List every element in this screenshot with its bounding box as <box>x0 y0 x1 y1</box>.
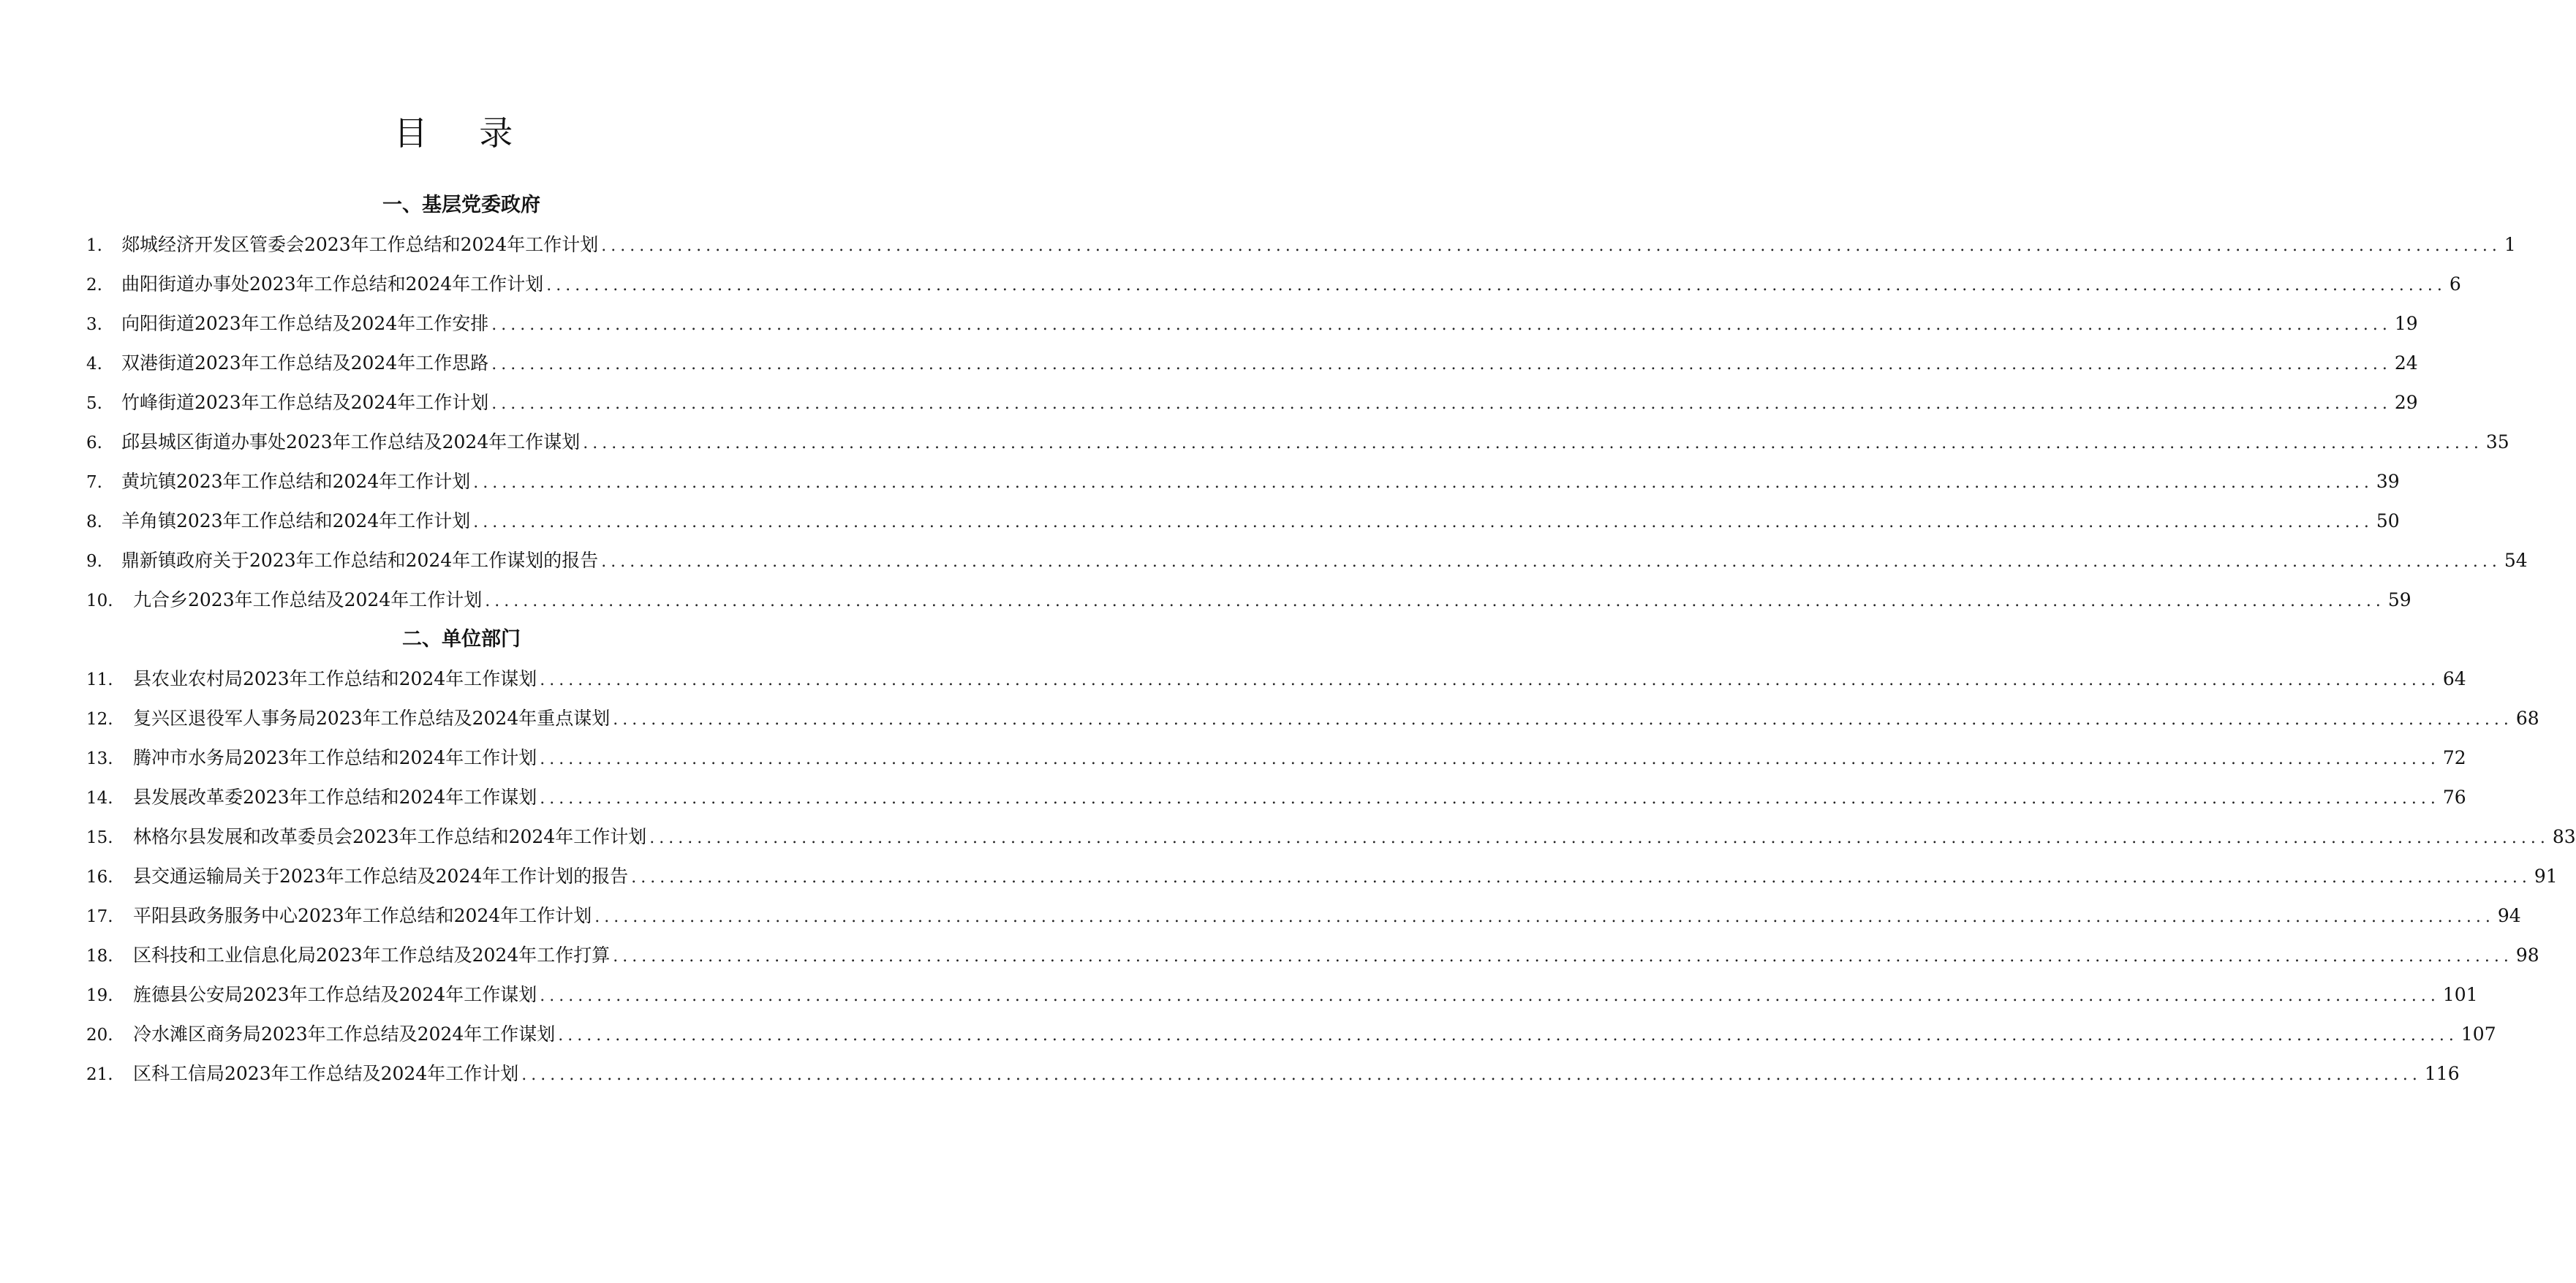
entry-number: 5. <box>86 394 102 413</box>
toc-entry[interactable] <box>86 896 2521 936</box>
entry-title: 向阳街道2023年工作总结及2024年工作安排 <box>121 313 489 334</box>
entry-page-number: 54 <box>2504 550 2528 571</box>
entry-page-number: 50 <box>2376 510 2400 531</box>
entry-number: 6. <box>86 434 102 453</box>
entry-page-number: 6 <box>2449 273 2461 295</box>
entry-number: 11. <box>86 670 113 689</box>
entry-number: 12. <box>86 710 113 729</box>
toc-entry[interactable] <box>86 857 2558 896</box>
toc-entry[interactable] <box>86 423 2509 462</box>
dot-leader: ........................................................................................................................................................................................................ <box>491 395 2392 413</box>
entry-title: 鼎新镇政府关于2023年工作总结和2024年工作谋划的报告 <box>121 550 599 571</box>
entry-number: 18. <box>86 947 113 966</box>
entry-number: 10. <box>86 591 113 610</box>
entry-title: 复兴区退役军人事务局2023年工作总结及2024年重点谋划 <box>133 708 611 729</box>
entry-page-number: 19 <box>2394 313 2418 334</box>
dot-leader: ........................................................................................................................................................................................................ <box>485 592 2385 610</box>
entry-title: 竹峰街道2023年工作总结及2024年工作计划 <box>121 392 489 413</box>
toc-entry[interactable] <box>86 383 2418 423</box>
entry-page-number: 35 <box>2485 431 2509 453</box>
entry-number: 16. <box>86 868 113 887</box>
toc-entry[interactable] <box>86 580 2411 620</box>
toc-entry[interactable] <box>86 462 2400 502</box>
toc-entry[interactable] <box>86 975 2478 1015</box>
entry-number: 13. <box>86 749 113 768</box>
section-heading: 二、单位部门 <box>402 628 521 651</box>
entry-number: 4. <box>86 355 102 374</box>
dot-leader: ........................................................................................................................................................................................................ <box>601 237 2501 255</box>
dot-leader: ........................................................................................................................................................................................................ <box>521 1066 2422 1084</box>
dot-leader: ........................................................................................................................................................................................................ <box>540 790 2440 808</box>
entry-title: 县发展改革委2023年工作总结和2024年工作谋划 <box>133 787 537 808</box>
toc-entry[interactable] <box>86 659 2466 699</box>
entry-page-number: 29 <box>2394 392 2418 413</box>
entry-title: 区科技和工业信息化局2023年工作总结及2024年工作打算 <box>133 945 611 966</box>
toc-entry[interactable] <box>86 817 2576 857</box>
entry-title: 旌德县公安局2023年工作总结及2024年工作谋划 <box>133 984 537 1005</box>
entry-title: 平阳县政务服务中心2023年工作总结和2024年工作计划 <box>133 905 592 926</box>
dot-leader: ........................................................................................................................................................................................................ <box>613 711 2513 729</box>
dot-leader: ........................................................................................................................................................................................................ <box>473 474 2373 492</box>
entry-page-number: 91 <box>2534 866 2558 887</box>
entry-number: 7. <box>86 473 102 492</box>
dot-leader: ........................................................................................................................................................................................................ <box>649 829 2550 847</box>
toc-entry[interactable] <box>86 699 2539 738</box>
entry-title: 县农业农村局2023年工作总结和2024年工作谋划 <box>133 668 537 689</box>
dot-leader: ........................................................................................................................................................................................................ <box>491 316 2392 334</box>
entry-title: 羊角镇2023年工作总结和2024年工作计划 <box>121 510 471 531</box>
entry-number: 15. <box>86 828 113 847</box>
entry-title: 邱县城区街道办事处2023年工作总结及2024年工作谋划 <box>121 431 581 453</box>
entry-page-number: 1 <box>2504 234 2516 255</box>
entry-page-number: 72 <box>2442 747 2466 768</box>
entry-number: 2. <box>86 276 102 295</box>
entry-page-number: 116 <box>2424 1063 2460 1084</box>
dot-leader: ........................................................................................................................................................................................................ <box>546 276 2447 295</box>
entry-page-number: 83 <box>2552 826 2576 847</box>
dot-leader: ........................................................................................................................................................................................................ <box>594 908 2495 926</box>
toc-entry[interactable] <box>86 738 2466 778</box>
toc-entry[interactable] <box>86 1015 2496 1054</box>
toc-entry[interactable] <box>86 502 2400 541</box>
toc-entry[interactable] <box>86 344 2418 383</box>
dot-leader: ........................................................................................................................................................................................................ <box>540 750 2440 768</box>
entry-number: 21. <box>86 1065 113 1084</box>
entry-title: 腾冲市水务局2023年工作总结和2024年工作计划 <box>133 747 537 768</box>
entry-page-number: 101 <box>2442 984 2478 1005</box>
entry-page-number: 59 <box>2387 589 2411 610</box>
entry-title: 冷水滩区商务局2023年工作总结及2024年工作谋划 <box>133 1023 556 1045</box>
toc-entry[interactable] <box>86 541 2528 580</box>
dot-leader: ........................................................................................................................................................................................................ <box>491 355 2392 374</box>
entry-title: 区科工信局2023年工作总结及2024年工作计划 <box>133 1063 519 1084</box>
entry-title: 县交通运输局关于2023年工作总结及2024年工作计划的报告 <box>133 866 629 887</box>
dot-leader: ........................................................................................................................................................................................................ <box>558 1026 2458 1045</box>
dot-leader: ........................................................................................................................................................................................................ <box>540 671 2440 689</box>
dot-leader: ........................................................................................................................................................................................................ <box>583 434 2483 453</box>
dot-leader: ........................................................................................................................................................................................................ <box>473 513 2373 531</box>
dot-leader: ........................................................................................................................................................................................................ <box>631 868 2531 887</box>
entry-number: 19. <box>86 986 113 1005</box>
toc-entry[interactable] <box>86 936 2539 975</box>
entry-page-number: 39 <box>2376 471 2400 492</box>
dot-leader: ........................................................................................................................................................................................................ <box>613 947 2513 966</box>
entry-number: 14. <box>86 789 113 808</box>
entry-title: 曲阳街道办事处2023年工作总结和2024年工作计划 <box>121 273 544 295</box>
entry-number: 3. <box>86 315 102 334</box>
entry-title: 郯城经济开发区管委会2023年工作总结和2024年工作计划 <box>121 234 599 255</box>
entry-number: 8. <box>86 512 102 531</box>
toc-entry[interactable] <box>86 265 2461 304</box>
page-title: 目 录 <box>393 113 534 153</box>
entry-number: 9. <box>86 552 102 571</box>
dot-leader: ........................................................................................................................................................................................................ <box>601 553 2501 571</box>
entry-number: 17. <box>86 907 113 926</box>
entry-page-number: 98 <box>2515 945 2539 966</box>
entry-title: 双港街道2023年工作总结及2024年工作思路 <box>121 352 489 374</box>
entry-number: 1. <box>86 236 102 255</box>
toc-entry[interactable] <box>86 1054 2460 1094</box>
entry-title: 林格尔县发展和改革委员会2023年工作总结和2024年工作计划 <box>133 826 647 847</box>
section-heading: 一、基层党委政府 <box>382 194 540 216</box>
toc-entry[interactable] <box>86 778 2466 817</box>
entry-title: 九合乡2023年工作总结及2024年工作计划 <box>133 589 483 610</box>
toc-entry[interactable] <box>86 304 2418 344</box>
entry-page-number: 76 <box>2442 787 2466 808</box>
entry-page-number: 68 <box>2515 708 2539 729</box>
entry-number: 20. <box>86 1026 113 1045</box>
dot-leader: ........................................................................................................................................................................................................ <box>540 987 2440 1005</box>
entry-page-number: 64 <box>2442 668 2466 689</box>
entry-page-number: 94 <box>2497 905 2521 926</box>
entry-page-number: 107 <box>2460 1023 2496 1045</box>
toc-entry[interactable] <box>86 225 2516 265</box>
entry-page-number: 24 <box>2394 352 2418 374</box>
entry-title: 黄坑镇2023年工作总结和2024年工作计划 <box>121 471 471 492</box>
table-of-contents <box>86 186 2576 1094</box>
